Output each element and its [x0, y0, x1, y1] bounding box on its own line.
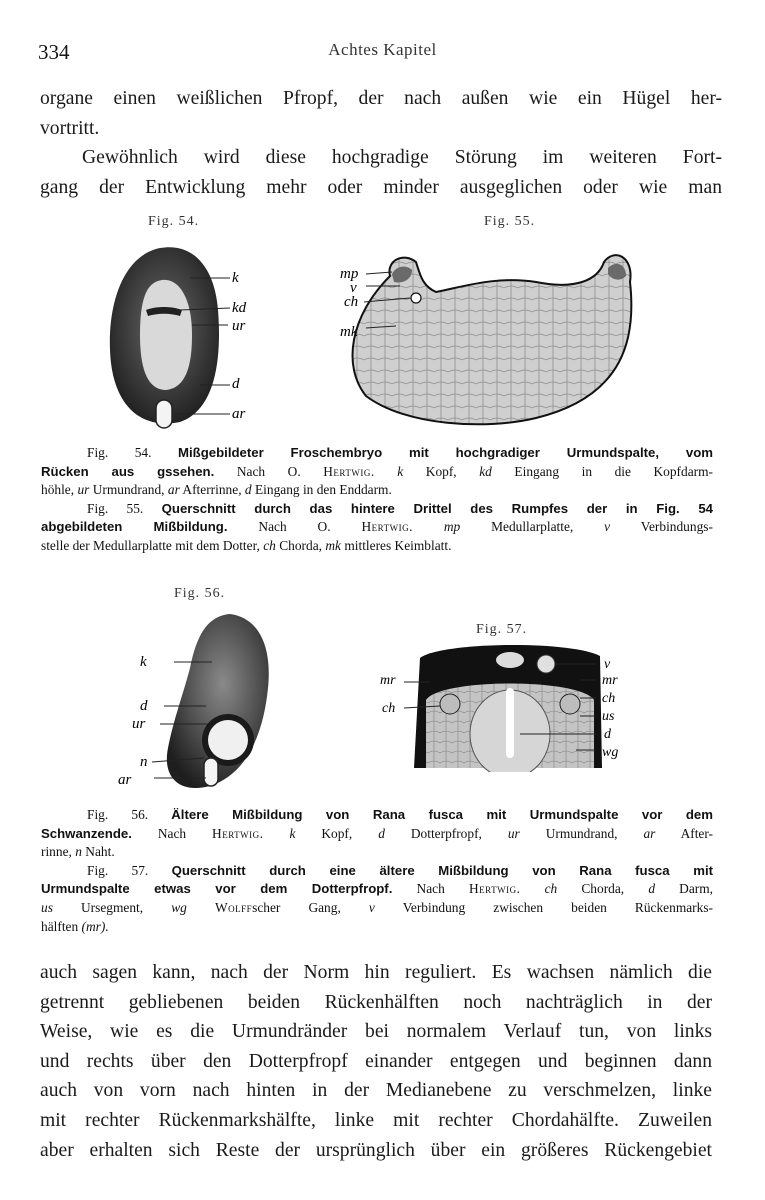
caption57-abbr: ch [544, 881, 558, 897]
top-paragraph [40, 84, 722, 202]
fig56-label-d: d [140, 698, 148, 714]
page-number: 334 [38, 40, 70, 64]
caption55-text: mittleres Keimblatt. [344, 537, 452, 553]
text-line: auch sagen kann, nach der Norm hin reguliert. Es wachsen nämlich die [40, 962, 712, 983]
caption54-nach: Nach O. [236, 463, 301, 479]
caption54-abbr: ur [77, 482, 90, 498]
caption54-abbr: kd [479, 463, 492, 479]
caption-fig56-57 [41, 806, 713, 936]
caption54-text: Eingang in den Enddarm. [254, 482, 392, 498]
fig56-label: Fig. 56. [174, 586, 226, 601]
caption56-title-cont: Schwanzende. [41, 825, 132, 841]
fig54-label-kd: kd [232, 300, 247, 316]
caption54-abbr: ar [167, 482, 180, 498]
fig57-label-wg: wg [602, 745, 619, 760]
caption55-abbr: mk [325, 537, 341, 553]
caption57-text: hälften [41, 918, 79, 934]
fig56-label-ar: ar [118, 772, 132, 788]
caption56-abbr: ur [507, 825, 520, 841]
fig57-label-us: us [602, 709, 615, 724]
caption56-text: Dotterpfropf, [410, 825, 482, 841]
caption57-abbr: us [41, 899, 53, 915]
caption54-title-cont: Rücken aus gssehen. [41, 463, 215, 479]
caption56-abbr: ar [643, 825, 656, 841]
caption54-number: Fig. 54. [87, 445, 152, 460]
fig56-label-n: n [140, 754, 148, 770]
text-line: und rechts über den Dotterpfropf einander entgegen und beginnen dann [40, 1050, 712, 1072]
caption55-text: Chorda, [279, 537, 322, 553]
caption57-text: Chorda, [581, 881, 625, 897]
caption57-text: Darm, [679, 881, 714, 897]
caption54-text: Urmundrand, [92, 482, 165, 498]
fig55-cross-section-illustration [336, 246, 656, 436]
caption56-abbr: n [75, 844, 82, 860]
caption55-abbr: v [604, 519, 611, 535]
text-line: vortritt. [40, 117, 100, 139]
fig54-label-k: k [232, 270, 239, 286]
caption55-abbr: mp [443, 519, 461, 535]
caption54-abbr: d [244, 482, 252, 498]
fig57-label-d: d [604, 727, 611, 742]
caption57-number: Fig. 57. [87, 862, 149, 878]
fig55-label-v: v [350, 280, 357, 296]
caption55-abbr: ch [263, 537, 276, 553]
text-line: auch von vorn nach hinten in der Medianebene zu verschmelzen, linke [40, 1080, 712, 1102]
fig55-label-mk: mk [340, 324, 358, 340]
text-line: Weise, wie es die Urmundränder bei normalem Verlauf tun, von links [40, 1021, 712, 1043]
caption55-author: Hertwig. [361, 519, 413, 535]
fig54-label-d: d [232, 376, 240, 392]
fig56-embryo-illustration [110, 608, 290, 798]
caption54-text: Eingang in die Kopfdarm- [514, 463, 713, 479]
caption55-number: Fig. 55. [87, 500, 144, 516]
caption56-text: Urmundrand, [545, 825, 618, 841]
caption57-title: Querschnitt durch eine ältere Mißbildung von Rana fusca mit [171, 862, 714, 878]
fig57-label-mr-left: mr [380, 673, 396, 688]
running-title: Achtes Kapitel [328, 40, 437, 59]
fig57-label-v: v [604, 657, 611, 672]
caption54-text: höhle, [41, 482, 75, 498]
caption55-text: Verbindungs- [640, 519, 713, 535]
text-line: aber erhalten sich Reste der ursprünglich über ein größeres Rückengebiet [40, 1139, 712, 1161]
text-line: mit rechter Rückenmarkshälfte, linke mit rechter Chordahälfte. Zuweilen [40, 1109, 712, 1131]
caption56-text: Naht. [85, 844, 115, 860]
caption55-text: Medullarplatte, [491, 519, 574, 535]
text-line: Gewöhnlich wird diese hochgradige Störung im weiteren Fort- [82, 147, 722, 169]
text-line: getrennt gebliebenen beiden Rückenhälften noch nachträglich in der [40, 991, 712, 1013]
fig55-label-mp: mp [340, 266, 359, 282]
fig55-label-ch: ch [344, 294, 359, 310]
fig55-label: Fig. 55. [484, 214, 536, 229]
caption56-text: After- [680, 825, 714, 841]
caption57-abbr: d [648, 881, 656, 897]
fig57-label-ch: ch [602, 691, 616, 706]
caption57-text: scher Gang, [252, 899, 341, 915]
caption57-abbr: wg [171, 899, 187, 915]
caption55-title-cont: abgebildeten Mißbildung. [41, 519, 228, 535]
caption54-text: Afterrinne, [182, 482, 242, 498]
caption54-abbr: k [397, 463, 404, 479]
caption54-title: Mißgebildeter Froschembryo mit hochgradiger Urmundspalte, vom [178, 445, 713, 460]
caption56-abbr: d [378, 825, 385, 841]
fig57-label: Fig. 57. [476, 622, 528, 637]
caption57-text: Ursegment, [81, 899, 144, 915]
caption57-text: Verbindung zwischen beiden Rückenmarks- [402, 899, 714, 915]
fig54-label-ur: ur [232, 318, 246, 334]
caption57-abbr: (mr). [81, 918, 109, 934]
caption56-title: Ältere Mißbildung von Rana fusca mit Urmundspalte vor dem [171, 807, 713, 822]
caption-fig54-55 [41, 444, 713, 556]
fig56-label-k: k [140, 654, 147, 670]
fig54-label-ar: ar [232, 406, 246, 422]
caption57-author: Hertwig. [468, 881, 521, 897]
caption56-text: rinne, [41, 844, 72, 860]
fig57-label-mr: mr [602, 673, 618, 688]
caption54-text: Kopf, [425, 463, 457, 479]
caption56-text: Kopf, [321, 825, 353, 841]
caption55-title: Querschnitt durch das hintere Drittel des Rumpfes der in Fig. 54 [161, 500, 714, 516]
caption55-nach: Nach O. [258, 519, 331, 535]
text-line: organe einen weißlichen Pfropf, der nach außen wie ein Hügel her- [40, 88, 722, 109]
caption57-nach: Nach [416, 881, 445, 897]
caption56-abbr: k [289, 825, 296, 841]
caption56-number: Fig. 56. [87, 807, 149, 822]
caption57-abbr: v [368, 899, 375, 915]
caption57-wolff: Wolff [214, 899, 253, 915]
caption57-title-cont: Urmundspalte etwas vor dem Dotterpfropf. [41, 881, 393, 897]
caption56-nach: Nach [157, 825, 187, 841]
fig57-label-ch-left: ch [382, 701, 396, 716]
caption54-author: Hertwig. [323, 463, 375, 479]
bottom-paragraph [40, 958, 712, 1165]
fig57-cross-section-illustration [380, 638, 650, 772]
caption56-author: Hertwig. [212, 825, 264, 841]
text-line: gang der Entwicklung mehr oder minder ausgeglichen oder wie man [40, 176, 722, 198]
fig54-embryo-illustration [100, 240, 270, 435]
fig54-label: Fig. 54. [148, 214, 200, 229]
caption55-text: stelle der Medullarplatte mit dem Dotter, [41, 537, 260, 553]
fig56-label-ur: ur [132, 716, 146, 732]
